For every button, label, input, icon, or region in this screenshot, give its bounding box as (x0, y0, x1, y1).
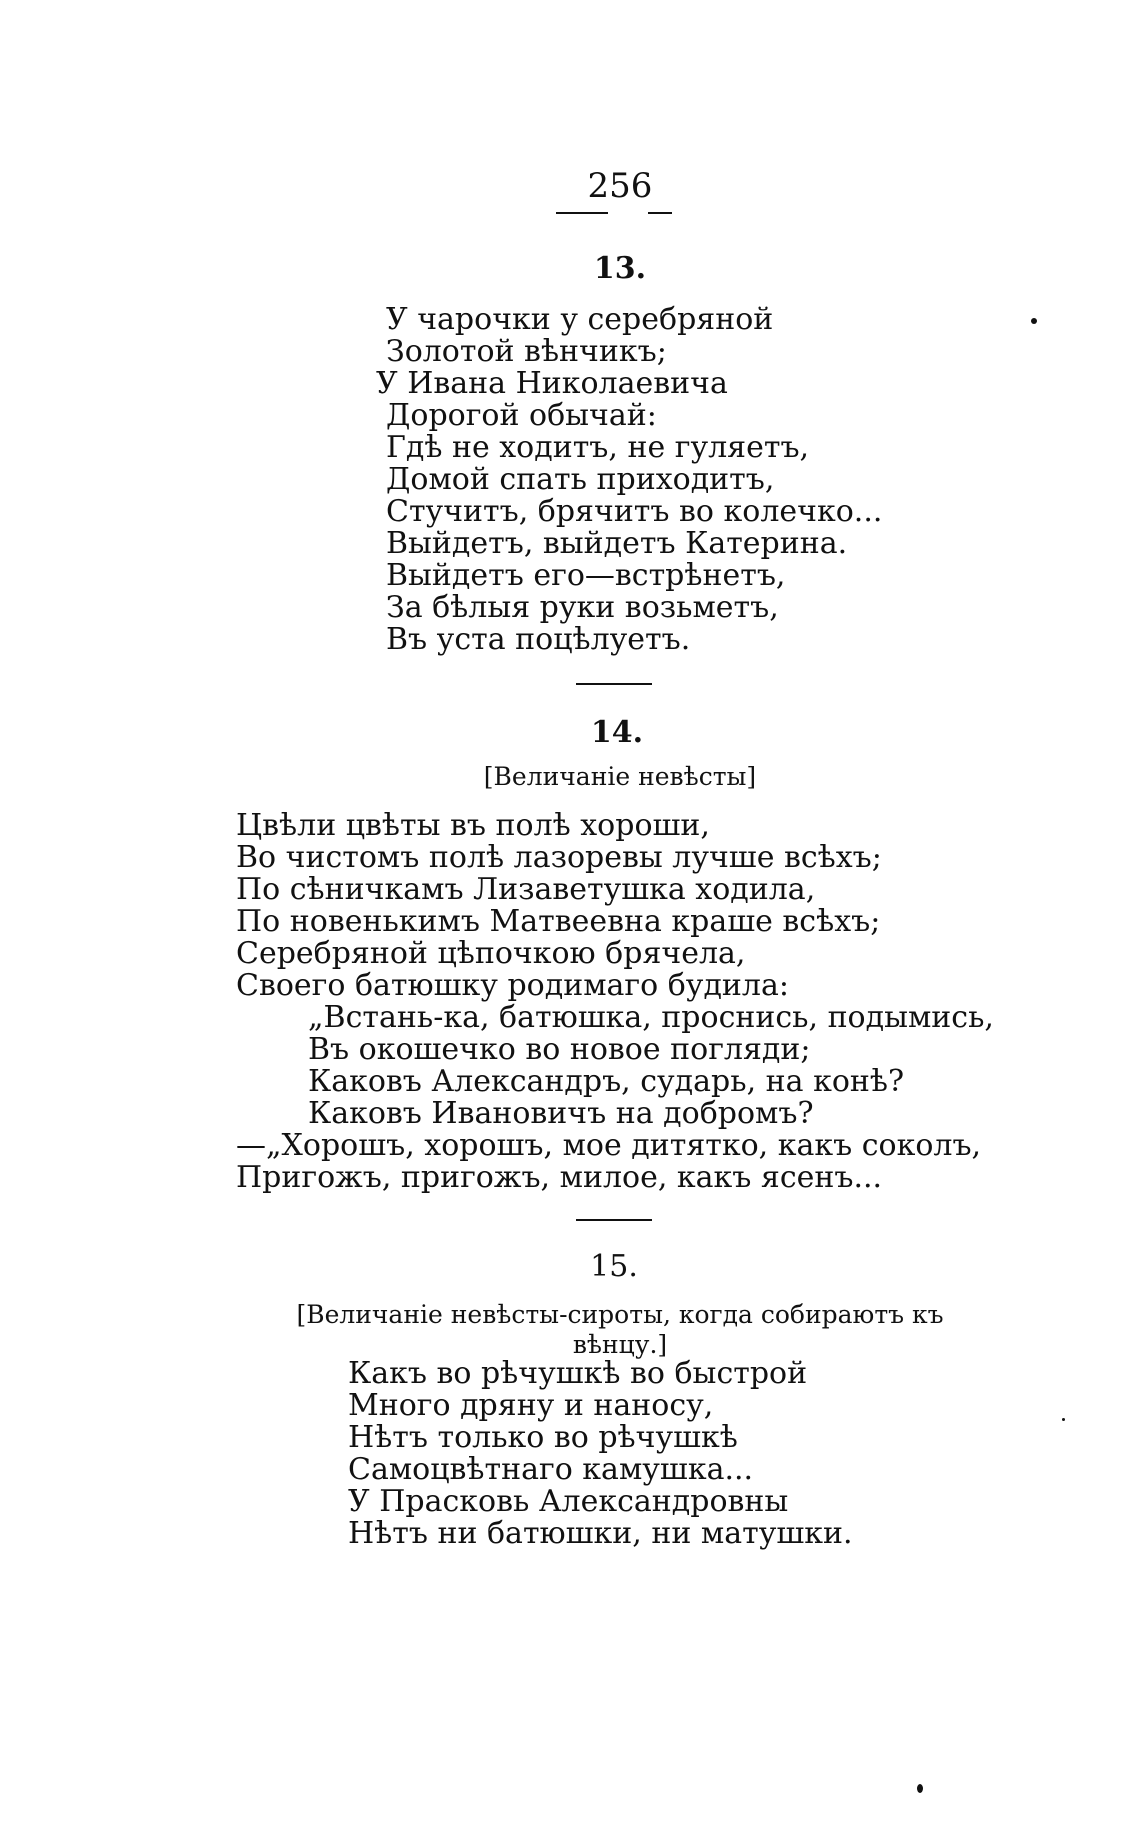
poem-15 (348, 1358, 853, 1550)
scan-speck (1062, 1418, 1065, 1421)
poem-line: Много дряну и наносу, (348, 1388, 714, 1423)
page-number-rule-left (556, 212, 608, 214)
section-number-14: 14. (590, 715, 644, 750)
poem-13 (376, 302, 883, 657)
poem-line: „Встань-ка, батюшка, проснись, подымись, (308, 1000, 994, 1035)
poem-line: Каковъ Ивановичъ на добромъ? (308, 1096, 814, 1131)
section-number-13: 13. (593, 251, 647, 286)
poem-line: Серебряной цѣпочкою брячела, (236, 936, 746, 971)
scan-speck (1031, 318, 1037, 324)
poem-line: Въ уста поцѣлуетъ. (386, 622, 691, 657)
poem-line: Въ окошечко во новое погляди; (308, 1032, 811, 1067)
poem-line: По новенькимъ Матвеевна краше всѣхъ; (236, 904, 881, 939)
poem-line: У Ивана Николаевича (376, 366, 728, 401)
poem-line: Самоцвѣтнаго камушка... (348, 1452, 754, 1487)
poem-line: Выйдетъ его—встрѣнетъ, (386, 558, 786, 593)
poem-line: Какъ во рѣчушкѣ во быстрой (348, 1356, 808, 1391)
poem-14 (236, 810, 994, 1194)
poem-line: Пригожъ, пригожъ, милое, какъ ясенъ... (236, 1160, 883, 1195)
poem-line: Своего батюшку родимаго будила: (236, 968, 789, 1003)
poem-line: У Прасковь Александровны (348, 1484, 789, 1519)
poem-line: Домой спать приходитъ, (386, 462, 775, 497)
poem-line: Во чистомъ полѣ лазоревы лучше всѣхъ; (236, 840, 882, 875)
section-divider (576, 1219, 652, 1221)
scan-speck (917, 1784, 923, 1793)
poem-line: Дорогой обычай: (386, 398, 657, 433)
poem-line: Золотой вѣнчикъ; (386, 334, 667, 369)
poem-line: За бѣлыя руки возьметъ, (386, 590, 779, 625)
poem-line: Выйдетъ, выйдетъ Катерина. (386, 526, 848, 561)
poem-line: Нѣтъ только во рѣчушкѣ (348, 1420, 738, 1455)
poem-line: Гдѣ не ходитъ, не гуляетъ, (386, 430, 810, 465)
section-caption-14: [Величаніе невѣсты] (483, 762, 757, 791)
poem-line: —„Хорошъ, хорошъ, мое дитятко, какъ соколъ, (236, 1128, 982, 1163)
poem-line: У чарочки у серебряной (386, 302, 774, 337)
poem-line: Нѣтъ ни батюшки, ни матушки. (348, 1516, 853, 1551)
section-divider (576, 683, 652, 685)
section-number-15: 15. (590, 1249, 638, 1284)
page-number-rule-right (648, 212, 672, 214)
poem-line: Стучитъ, брячитъ во колечко... (386, 494, 883, 529)
section-caption-15: [Величаніе невѣсты-сироты, когда собираютъ къ вѣнцу.] (296, 1300, 944, 1359)
poem-line: Цвѣли цвѣты въ полѣ хороши, (236, 808, 710, 843)
page-number: 256 (587, 166, 653, 206)
poem-line: Каковъ Александръ, сударь, на конѣ? (308, 1064, 905, 1099)
poem-line: По сѣничкамъ Лизаветушка ходила, (236, 872, 816, 907)
